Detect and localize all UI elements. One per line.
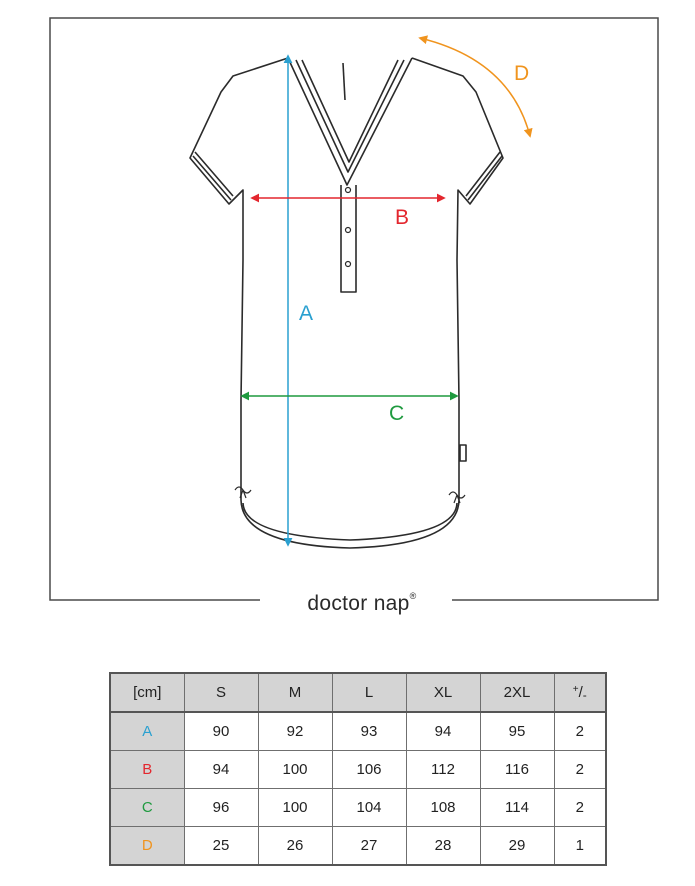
table-row-d — [110, 827, 606, 866]
tol-plus: + — [572, 684, 579, 695]
table-cell: 114 — [480, 789, 554, 827]
table-cell: 94 — [184, 751, 258, 789]
row-label-b: B — [110, 751, 184, 789]
row-label-d: D — [110, 827, 184, 866]
registered-mark: ® — [409, 591, 417, 601]
size-header-s: S — [184, 673, 258, 712]
tolerance-cell: 2 — [554, 712, 606, 751]
nightshirt-outline — [190, 58, 503, 548]
size-header-2xl: 2XL — [480, 673, 554, 712]
tolerance-cell: 1 — [554, 827, 606, 866]
table-cell: 100 — [258, 751, 332, 789]
table-header-row — [110, 673, 606, 712]
drawstring-bow-icons — [235, 487, 465, 503]
label-c: C — [389, 402, 405, 425]
table-cell: 104 — [332, 789, 406, 827]
row-label-c: C — [110, 789, 184, 827]
table-cell: 93 — [332, 712, 406, 751]
row-label-a: A — [110, 712, 184, 751]
table-cell: 92 — [258, 712, 332, 751]
table-cell: 26 — [258, 827, 332, 866]
table-cell: 108 — [406, 789, 480, 827]
tolerance-cell: 2 — [554, 751, 606, 789]
table-row-a — [110, 712, 606, 751]
table-cell: 27 — [332, 827, 406, 866]
table-row-b — [110, 751, 606, 789]
table-cell: 95 — [480, 712, 554, 751]
table-cell: 116 — [480, 751, 554, 789]
label-d: D — [514, 62, 530, 85]
size-header-xl: XL — [406, 673, 480, 712]
size-header-l: L — [332, 673, 406, 712]
tolerance-cell: 2 — [554, 789, 606, 827]
table-row-c — [110, 789, 606, 827]
tol-minus: - — [582, 688, 587, 702]
table-cell: 106 — [332, 751, 406, 789]
brand-text: doctor nap — [307, 592, 410, 615]
tolerance-header — [554, 673, 606, 712]
table-cell: 100 — [258, 789, 332, 827]
table-cell: 28 — [406, 827, 480, 866]
tol-slash: / — [578, 684, 583, 701]
button-icons — [346, 188, 351, 267]
label-b: B — [395, 206, 410, 229]
diagram-frame — [50, 18, 658, 600]
brand-name — [276, 583, 448, 615]
table-cell: 25 — [184, 827, 258, 866]
table-cell: 94 — [406, 712, 480, 751]
size-table — [109, 672, 607, 866]
label-a: A — [299, 302, 314, 325]
size-header-m: M — [258, 673, 332, 712]
table-cell: 96 — [184, 789, 258, 827]
table-cell: 29 — [480, 827, 554, 866]
measure-arrow-d — [420, 38, 530, 136]
unit-header: [cm] — [110, 673, 184, 712]
table-cell: 112 — [406, 751, 480, 789]
table-cell: 90 — [184, 712, 258, 751]
